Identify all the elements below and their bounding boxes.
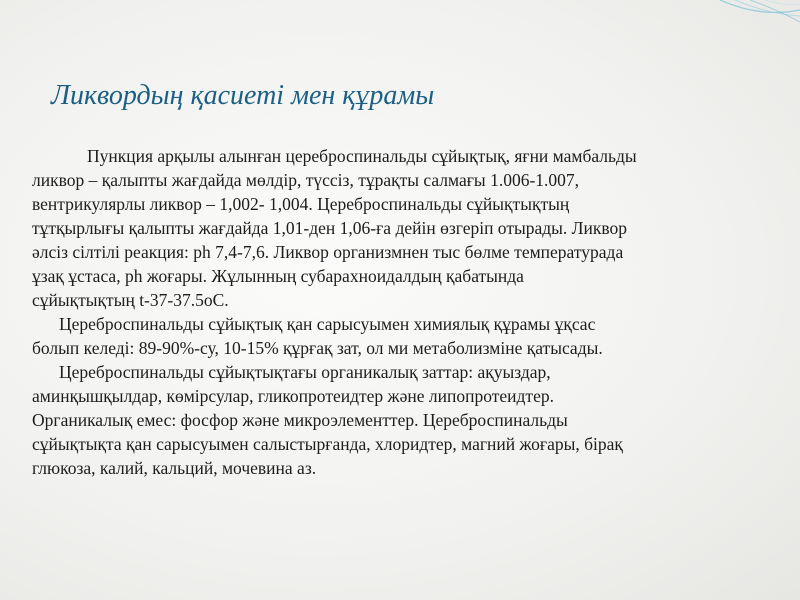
paragraph-line: вентрикулярлы ликвор – 1,002- 1,004. Цереброспинальды сұйықтықтың [32, 194, 570, 214]
paragraph-line: Цереброспинальды сұйықтық қан сарысуымен химиялық құрамы ұқсас [59, 314, 596, 334]
paragraph-line: сұйықтықтың t-37-37.5oC. [32, 290, 229, 310]
paragraph-line: Пункция арқылы алынған цереброспинальды сұйықтық, яғни мамбальды [87, 146, 637, 166]
corner-decoration-icon [680, 0, 800, 40]
paragraph-line: Цереброспинальды сұйықтықтағы органикалық заттар: ақуыздар, [59, 362, 551, 382]
paragraph-line: әлсіз сілтілі реакция: ph 7,4-7,6. Ликвор организмнен тыс бөлме температурада [32, 242, 624, 262]
paragraph-line: Органикалық емес: фосфор және микроэлементтер. Цереброспинальды [32, 410, 568, 430]
paragraph-line: глюкоза, калий, кальций, мочевина аз. [32, 458, 317, 478]
paragraph-line: сұйықтықта қан сарысуымен салыстырғанда, хлоридтер, магний жоғары, бірақ [32, 434, 623, 454]
paragraph-line: ұзақ ұстаса, ph жоғары. Жұлынның субарахноидалдың қабатында [32, 266, 524, 286]
slide-title: Ликвордың қасиеті мен құрамы [51, 80, 435, 111]
paragraph-line: ликвор – қалыпты жағдайда мөлдір, түссіз, тұрақты салмағы 1.006-1.007, [32, 170, 580, 190]
paragraph-line: тұтқырлығы қалыпты жағдайда 1,01-ден 1,06-ға дейін өзгеріп отырады. Ликвор [32, 218, 628, 238]
body-text [32, 144, 800, 480]
paragraph-line: болып келеді: 89-90%-су, 10-15% құрғақ зат, ол ми метаболизміне қатысады. [32, 338, 603, 358]
paragraph-line: аминқышқылдар, көмірсулар, гликопротеидтер және липопротеидтер. [32, 386, 554, 406]
